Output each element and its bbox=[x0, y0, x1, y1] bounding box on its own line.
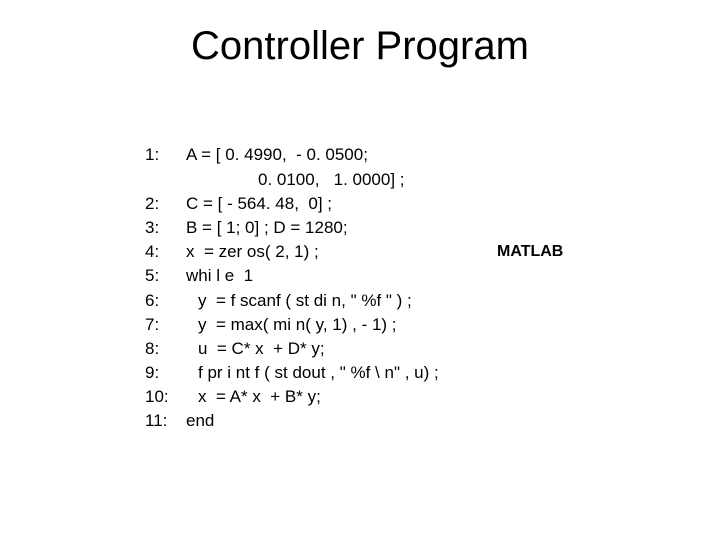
code-line bbox=[0, 216, 720, 240]
line-code: f pr i nt f ( st dout , " %f \ n" , u) ; bbox=[198, 363, 439, 382]
line-number: 4: bbox=[145, 242, 160, 261]
code-line bbox=[0, 192, 720, 216]
line-number: 6: bbox=[145, 291, 160, 310]
line-number: 8: bbox=[145, 339, 160, 358]
code-line bbox=[0, 409, 720, 433]
line-code: y = f scanf ( st di n, " %f " ) ; bbox=[198, 291, 412, 310]
code-line bbox=[0, 264, 720, 288]
line-code: A = [ 0. 4990, - 0. 0500; bbox=[186, 145, 368, 164]
line-number: 2: bbox=[145, 194, 160, 213]
code-line bbox=[0, 385, 720, 409]
line-number: 7: bbox=[145, 315, 160, 334]
line-code: x = A* x + B* y; bbox=[198, 387, 321, 406]
line-number: 3: bbox=[145, 218, 160, 237]
line-number: 1: bbox=[145, 145, 160, 164]
code-line bbox=[0, 337, 720, 361]
line-number: 11: bbox=[145, 411, 168, 430]
code-line bbox=[0, 289, 720, 313]
line-number: 5: bbox=[145, 266, 160, 285]
code-line bbox=[0, 240, 720, 264]
line-code: u = C* x + D* y; bbox=[198, 339, 325, 358]
line-code: C = [ - 564. 48, 0] ; bbox=[186, 194, 332, 213]
line-number: 10: bbox=[145, 387, 169, 406]
code-line bbox=[0, 143, 720, 167]
slide-title: Controller Program bbox=[191, 24, 529, 68]
line-code: end bbox=[186, 411, 215, 430]
code-line bbox=[0, 361, 720, 385]
line-code: whi l e 1 bbox=[186, 266, 254, 285]
code-line bbox=[0, 168, 720, 192]
line-code: B = [ 1; 0] ; D = 1280; bbox=[186, 218, 348, 237]
language-label: MATLAB bbox=[497, 243, 564, 260]
line-code: y = max( mi n( y, 1) , - 1) ; bbox=[198, 315, 397, 334]
line-code: x = zer os( 2, 1) ; bbox=[186, 242, 319, 261]
line-number: 9: bbox=[145, 363, 160, 382]
code-line bbox=[0, 313, 720, 337]
line-code: 0. 0100, 1. 0000] ; bbox=[258, 170, 405, 189]
